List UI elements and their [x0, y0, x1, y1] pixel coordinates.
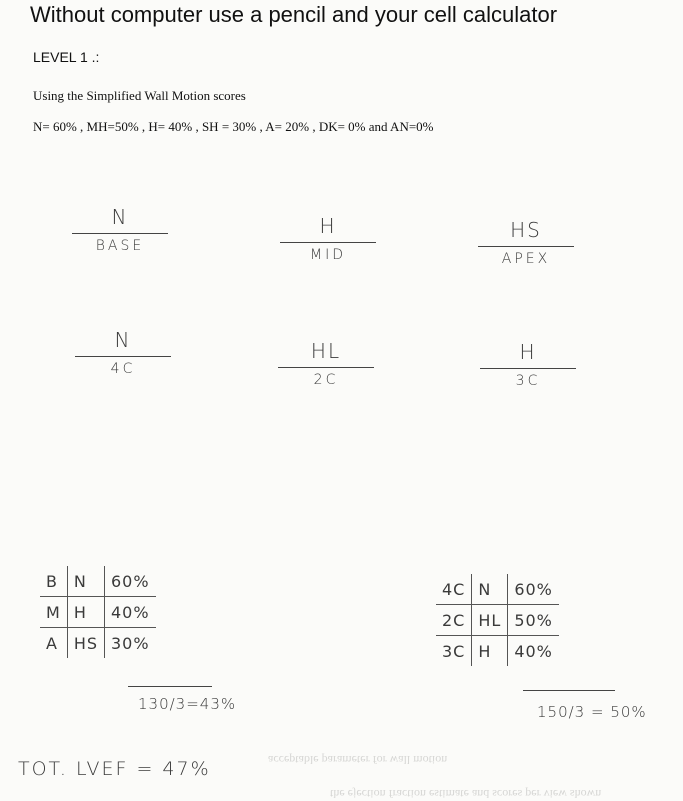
sum-divider [128, 686, 212, 687]
level-label: LEVEL 1 .: [33, 49, 100, 65]
score-cell: H [472, 636, 508, 667]
region-cell: B [40, 566, 67, 597]
region-cell: M [40, 597, 67, 628]
fraction-3c [480, 338, 576, 389]
table-row [40, 597, 156, 628]
table-row [436, 574, 559, 605]
percent-cell: 60% [508, 574, 559, 605]
fraction-view: BASE [95, 238, 145, 254]
score-cell: H [67, 597, 104, 628]
page-title: Without computer use a pencil and your cell calculator [30, 2, 558, 27]
left-average: 130/3=43% [138, 695, 237, 713]
percent-cell: 40% [514, 641, 553, 661]
fraction-score: HL [310, 339, 342, 363]
left-score-table [40, 566, 156, 658]
fraction-view: 4C [110, 361, 136, 377]
score-cell: N [472, 574, 508, 605]
percent-cell: 40% [105, 597, 156, 628]
percent-cell: 60% [105, 566, 156, 597]
region-cell: A [40, 628, 67, 659]
total-lvef: TOT. LVEF = 47% [18, 758, 211, 780]
fraction-4c [75, 326, 171, 377]
score-cell: HS [67, 628, 104, 659]
fraction-view: 3C [515, 373, 541, 389]
region-cell: 2C [436, 605, 472, 636]
fraction-2c [278, 337, 374, 388]
region-cell: 3C [436, 636, 472, 667]
bleed-through-text: acceptable parameter for wall motion [268, 753, 448, 767]
right-score-table [436, 574, 559, 666]
fraction-bar [72, 233, 168, 234]
score-cell: N [67, 566, 104, 597]
table-row [40, 566, 156, 597]
table-row [436, 605, 559, 636]
scores-legend: N= 60% , MH=50% , H= 40% , SH = 30% , A= 20% , DK= 0% and AN=0% [33, 119, 434, 134]
fraction-bar [280, 242, 376, 243]
fraction-bar [75, 356, 171, 357]
fraction-score: HS [510, 218, 542, 242]
instruction-text: Using the Simplified Wall Motion scores [33, 88, 246, 103]
fraction-score: H [519, 340, 537, 364]
fraction-score: N [111, 205, 129, 229]
fraction-bar [480, 368, 576, 369]
fraction-mid [280, 212, 376, 263]
bleed-through-text: the ejection fraction estimate and scores per view shown [330, 787, 602, 801]
fraction-view: APEX [501, 251, 551, 267]
fraction-bar [278, 367, 374, 368]
score-cell: HL [472, 605, 508, 636]
right-average: 150/3 = 50% [537, 703, 647, 721]
fraction-base [72, 203, 168, 254]
table-row [436, 636, 559, 667]
fraction-score: N [114, 328, 132, 352]
fraction-score: H [319, 214, 337, 238]
sum-divider [523, 690, 615, 691]
fraction-view: 2C [313, 372, 339, 388]
fraction-apex [478, 216, 574, 267]
percent-cell: 50% [508, 605, 559, 636]
fraction-view: MID [310, 247, 346, 263]
table-row [40, 628, 156, 659]
region-cell: 4C [436, 574, 472, 605]
percent-cell: 30% [111, 633, 150, 653]
fraction-bar [478, 246, 574, 247]
